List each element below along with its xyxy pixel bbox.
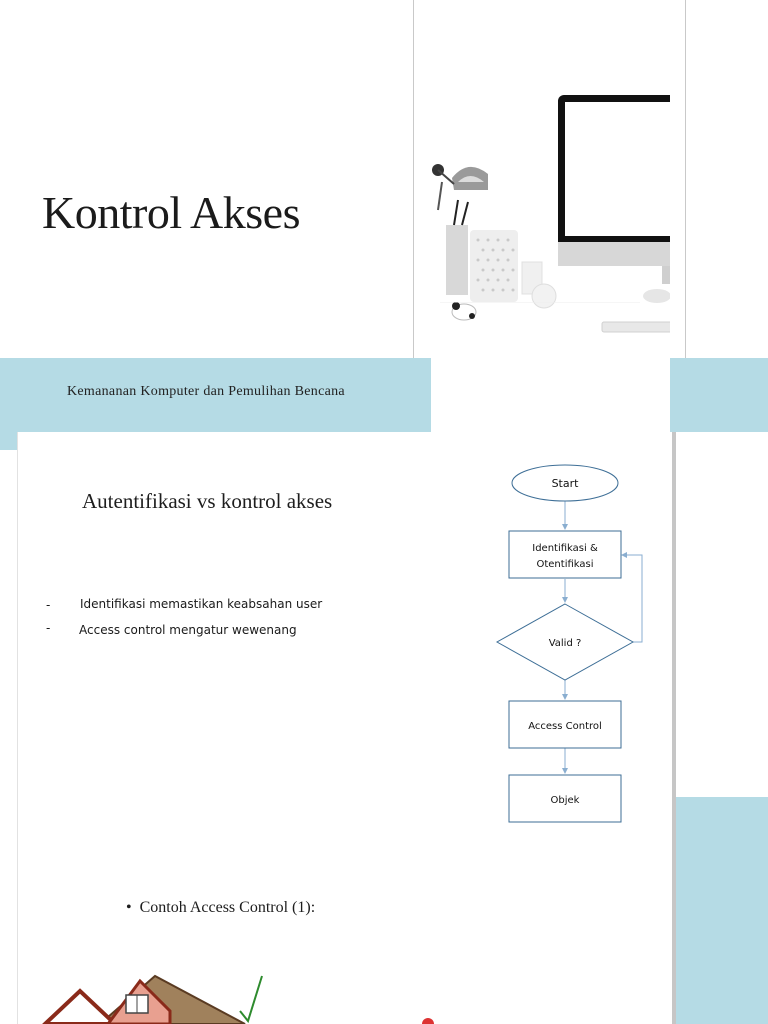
bullet-text: Identifikasi memastikan keabsahan user (80, 597, 323, 611)
bullet-marker: • (126, 899, 132, 916)
title-slide (0, 0, 768, 432)
identify-label: Identifikasi & (532, 543, 598, 554)
bullet-item (126, 899, 315, 917)
slide-edge (0, 866, 18, 1024)
flow-loop-arrow (622, 555, 642, 642)
slide-heading: Autentifikasi vs kontrol akses (82, 489, 333, 513)
desk-photo (430, 90, 670, 340)
accent-band (0, 432, 18, 450)
identify-node (509, 531, 621, 578)
bullet-text: Access control mengatur wewenang (79, 623, 297, 637)
example-slide (0, 866, 768, 1024)
object-label: Objek (550, 795, 580, 806)
slide-subtitle: Kemananan Komputer dan Pemulihan Bencana (67, 384, 345, 399)
access-label: Access Control (528, 721, 602, 732)
accent-band (676, 797, 768, 866)
bullet-text: Contoh Access Control (1): (139, 899, 316, 916)
bullet-marker: - (46, 598, 51, 612)
start-label: Start (551, 477, 579, 490)
bullet-dot (422, 1018, 434, 1024)
identify-label: Otentifikasi (536, 559, 594, 570)
accent-band (670, 358, 768, 432)
content-slide (0, 432, 768, 866)
decision-label: Valid ? (548, 638, 582, 649)
flowchart (480, 452, 660, 832)
accent-band (676, 866, 768, 1024)
slide-title: Kontrol Akses (42, 187, 300, 238)
bullet-marker: - (46, 621, 51, 635)
house-illustration (40, 971, 280, 1024)
